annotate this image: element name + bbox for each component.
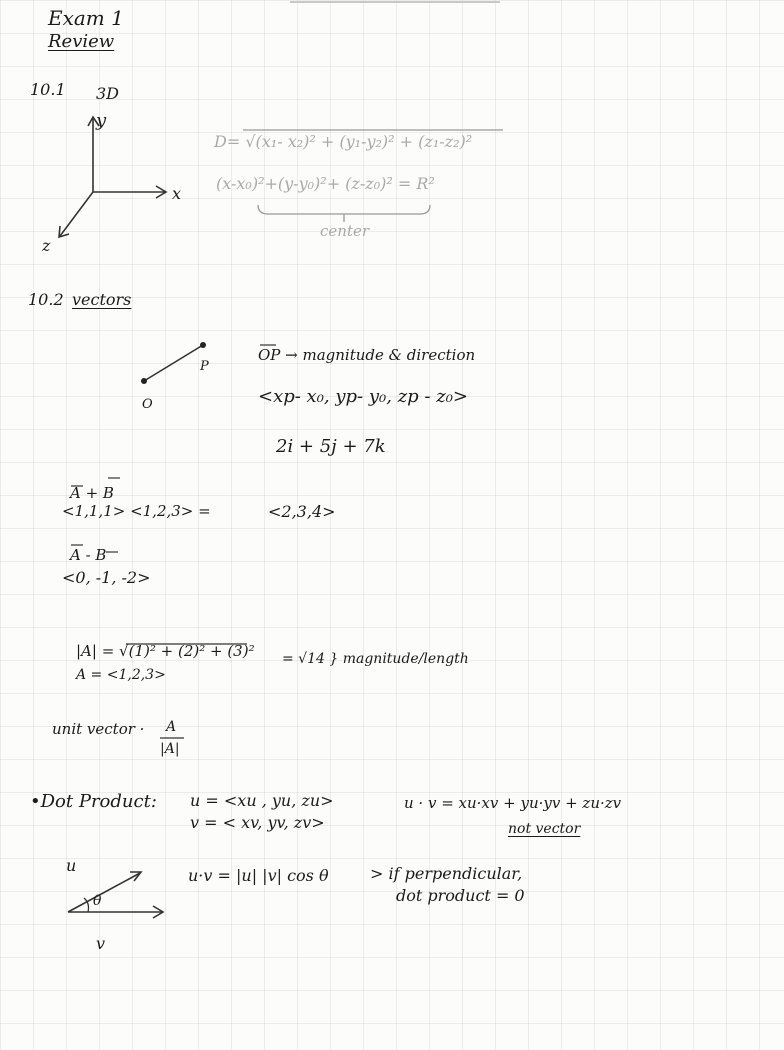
unit-vector-label: unit vector ·: [52, 720, 145, 738]
distance-formula: D= √(x₁- x₂)² + (y₁-y₂)² + (z₁-z₂)²: [214, 132, 473, 151]
diagram-u-label: u: [66, 856, 77, 875]
diagram-theta-label: θ: [93, 893, 102, 909]
section-10-1-label: 10.1: [30, 80, 66, 99]
v-definition: v = < xv, yv, zv>: [190, 813, 325, 832]
sum-result: <2,3,4>: [268, 502, 336, 521]
op-segment: [144, 345, 203, 381]
not-vector-note: not vector: [508, 821, 581, 837]
u-vector-line: [68, 873, 140, 912]
section-10-2-title: vectors: [72, 290, 132, 309]
unit-vector-denominator: |A|: [160, 741, 180, 757]
point-p-label: P: [200, 359, 209, 374]
cos-formula: u·v = |u| |v| cos θ: [188, 866, 329, 885]
a-vector-definition: A = <1,2,3>: [76, 667, 166, 683]
point-p-dot: [200, 342, 206, 348]
z-axis-line: [60, 192, 93, 236]
y-axis-label: y: [96, 110, 107, 131]
sphere-equation: (x-x₀)²+(y-y₀)²+ (z-z₀)² = R²: [216, 174, 435, 193]
point-o-label: O: [142, 397, 153, 412]
center-label: center: [320, 222, 370, 240]
exam-title: Exam 1: [48, 6, 124, 30]
section-10-2-label: 10.2: [28, 290, 64, 309]
section-10-1-subtitle: 3D: [96, 84, 120, 103]
u-definition: u = <xu , yu, zu>: [190, 791, 334, 810]
u-vector-arrow: [130, 872, 141, 881]
component-form: <xp- x₀, yp- y₀, zp - z₀>: [258, 386, 469, 407]
diff-heading: A - B: [70, 546, 107, 564]
center-bracket: [258, 205, 430, 214]
perpendicular-note-2: dot product = 0: [396, 886, 525, 905]
diff-result: <0, -1, -2>: [62, 568, 151, 587]
perpendicular-note-1: > if perpendicular,: [370, 864, 523, 883]
unit-vector-numerator: A: [166, 719, 177, 735]
sum-line-left: <1,1,1> <1,2,3> =: [62, 502, 211, 520]
dot-product-formula: u · v = xu·xv + yu·yv + zu·zv: [404, 794, 622, 812]
diagram-v-label: v: [96, 934, 106, 953]
sum-heading: A + B: [70, 484, 114, 502]
z-axis-label: z: [42, 236, 51, 255]
op-magnitude-direction: OP → magnitude & direction: [258, 346, 476, 364]
point-o-dot: [141, 378, 147, 384]
theta-arc: [84, 898, 89, 912]
magnitude-formula: |A| = √(1)² + (2)² + (3)²: [76, 642, 255, 660]
dot-product-heading: •Dot Product:: [30, 791, 157, 812]
magnitude-result: = √14 } magnitude/length: [282, 651, 469, 667]
exam-subtitle: Review: [48, 31, 115, 52]
ijk-form: 2i + 5j + 7k: [276, 436, 386, 457]
x-axis-label: x: [172, 184, 182, 203]
